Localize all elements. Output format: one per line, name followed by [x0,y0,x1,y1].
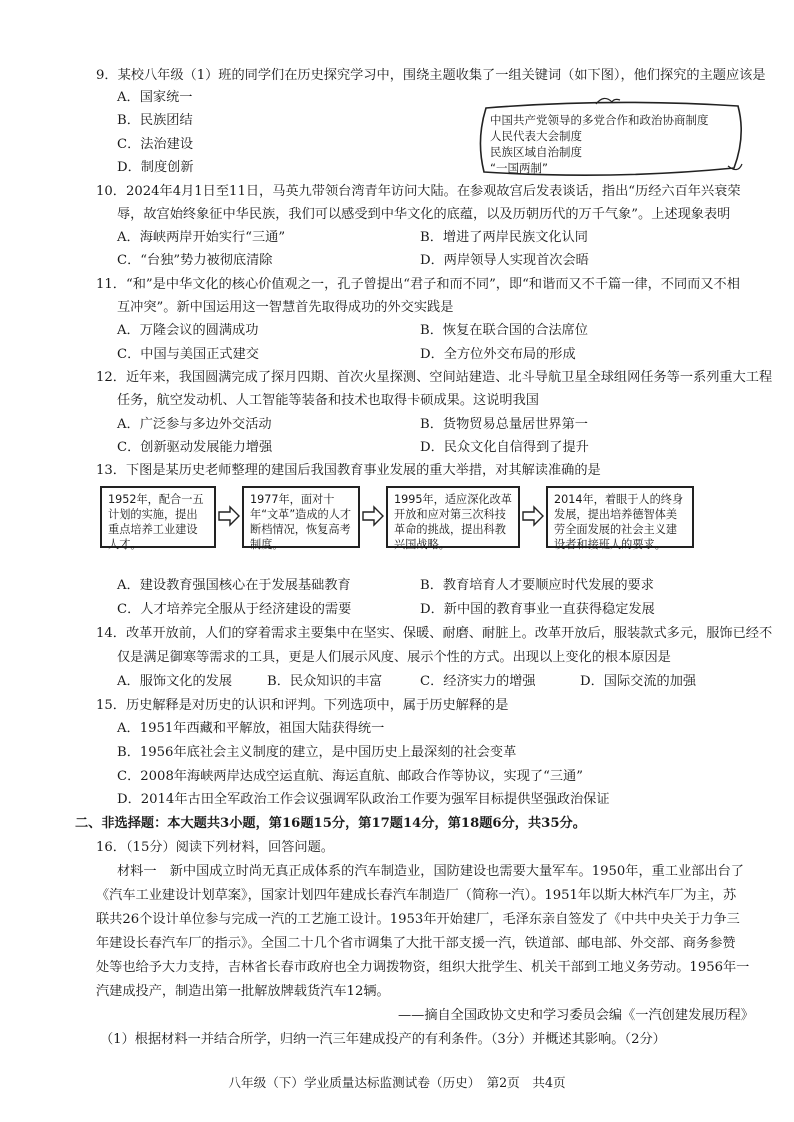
flow-text-1952: 1952年，配合一五计划的实施，提出重点培养工业建设人才。 [108,493,204,551]
q15-option-b: B．1956年底社会主义制度的建立，是中国历史上最深刻的社会变革 [117,745,517,760]
q14-option-d: D．国际交流的加强 [580,674,697,689]
q9-option-d: D．制度创新 [117,160,194,175]
q10-option-d: D．两岸领导人实现首次会晤 [420,253,589,268]
q13-option-d: D．新中国的教育事业一直获得稳定发展 [420,602,655,617]
q9-keyword-3: 民族区域自治制度 [490,145,582,159]
q11-stem-line1: 11．“和”是中华文化的核心价值观之一，孔子曾提出“君子和而不同”，即“和谐而又不千篇一律，不同而又不相 [96,277,740,292]
q14-option-b: B．民众知识的丰富 [267,674,383,689]
q12-stem-line1: 12．近年来，我国圆满完成了探月四期、首次火星探测、空间站建造、北斗导航卫星全球组网任务等一系列重大工程 [96,370,773,385]
q9-option-a: A．国家统一 [117,90,193,105]
q16-material-line3: 联共26个设计单位参与完成一汽的工艺施工设计。1953年开始建厂，毛泽东亲自签发了《中共中央关于力争三 [96,912,740,927]
flow-text-1977: 1977年，面对十年“文革”造成的人才断档情况，恢复高考制度。 [250,493,352,551]
q9-keyword-2: 人民代表大会制度 [490,129,582,143]
q9-keyword-scroll [476,96,746,178]
q12-option-c: C．创新驱动发展能力增强 [117,440,273,455]
q15-stem: 15．历史解释是对历史的认识和评判。下列选项中，属于历史解释的是 [96,698,509,713]
q10-stem-line1: 10．2024年4月1日至11日，马英九带领台湾青年访问大陆。在参观故宫后发表谈话，指出“历经六百年兴衰荣 [96,184,741,199]
q13-option-b: B．教育培育人才要顺应时代发展的要求 [420,578,654,593]
q9-keyword-1: 中国共产党领导的多党合作和政治协商制度 [490,113,709,127]
q15-option-d: D．2014年古田全军政治工作会议强调军队政治工作要为强军目标提供坚强政治保证 [117,792,610,807]
q12-option-a: A．广泛参与多边外交活动 [117,417,272,432]
q11-option-c: C．中国与美国正式建交 [117,347,259,362]
q13-option-a: A．建设教育强国核心在于发展基础教育 [117,578,351,593]
q15-option-a: A．1951年西藏和平解放，祖国大陆获得统一 [117,721,385,736]
q16-subquestion-1: （1）根据材料一并结合所学，归纳一汽三年建成投产的有利条件。（3分）并概述其影响。（2分） [100,1032,666,1047]
flow-text-1995: 1995年，适应深化改革开放和应对第三次科技革命的挑战，提出科教兴国战略。 [394,493,512,551]
page-footer: 八年级（下）学业质量达标监测试卷（历史） 第2页 共4页 [228,1075,566,1090]
q15-option-c: C．2008年海峡两岸达成空运直航、海运直航、邮政合作等协议，实现了“三通” [117,769,583,784]
q12-stem-line2: 任务，航空发动机、人工智能等装备和技术也取得卡硕成果。这说明我国 [117,393,539,408]
q11-option-b: B．恢复在联合国的合法席位 [420,323,588,338]
q11-stem-line2: 互冲突”。新中国运用这一智慧首先取得成功的外交实践是 [117,300,454,315]
flow-box-1952 [100,486,216,551]
q16-source: ——摘自全国政协文史和学习委员会编《一汽创建发展历程》 [397,1008,754,1023]
q9-keyword-4: “一国两制” [490,161,548,175]
flow-box-1977 [242,486,360,551]
flow-arrow-1 [218,505,240,527]
q12-option-b: B．货物贸易总量居世界第一 [420,417,588,432]
q9-stem: 9．某校八年级（1）班的同学们在历史探究学习中，围绕主题收集了一组关键词（如下图），他们探究的主题应该是 [96,68,766,83]
flow-text-2014: 2014年，着眼于人的终身发展，提出培养德智体美劳全面发展的社会主义建设者和接班人的要求。 [554,493,684,551]
q14-stem-line2: 仅是满足御寒等需求的工具，更是人们展示风度、展示个性的方式。出现以上变化的根本原因是 [117,650,671,665]
flow-box-1995 [386,486,520,551]
q10-option-b: B．增进了两岸民族文化认同 [420,230,588,245]
q10-option-c: C．“台独”势力被彻底清除 [117,253,273,268]
q12-option-d: D．民众文化自信得到了提升 [420,440,589,455]
q16-material-line1: 材料一 新中国成立时尚无真正成体系的汽车制造业，国防建设也需要大量军车。1950年，重工业部出台了 [117,864,744,879]
q16-stem: 16．（15分）阅读下列材料，回答问题。 [96,840,334,855]
q14-stem-line1: 14．改革开放前，人们的穿着需求主要集中在坚实、保暖、耐磨、耐脏上。改革开放后，服装款式多元，服饰已经不 [96,626,773,641]
q14-option-c: C．经济实力的增强 [420,674,536,689]
q16-material-line2: 《汽车工业建设计划草案》，国家计划四年建成长春汽车制造厂（简称一汽）。1951年以斯大林汽车厂为主，苏 [96,888,737,903]
q14-option-a: A．服饰文化的发展 [117,674,233,689]
q13-option-c: C．人才培养完全服从于经济建设的需要 [117,602,352,617]
q11-option-d: D．全方位外交布局的形成 [420,347,576,362]
q9-option-b: B．民族团结 [117,113,193,128]
q16-material-line5: 处等也给予大力支持，吉林省长春市政府也全力调拨物资，组织大批学生、机关干部到工地义务劳动。1956年一 [96,960,750,975]
section-2-heading: 二、非选择题：本大题共3小题，第16题15分，第17题14分，第18题6分，共35分。 [75,816,586,831]
flow-arrow-2 [362,505,384,527]
q13-stem: 13．下图是某历史老师整理的建国后我国教育事业发展的重大举措，对其解读准确的是 [96,463,601,478]
flow-box-2014 [546,486,694,551]
q9-option-c: C．法治建设 [117,137,194,152]
flow-arrow-3 [522,505,544,527]
q10-stem-line2: 辱，故宫始终象征中华民族，我们可以感受到中华文化的底蕴，以及历朝历代的万千气象”。上述现象表明 [117,207,731,222]
q16-material-line4: 年建设长春汽车厂的指示》。全国二十几个省市调集了大批干部支援一汽，铁道部、邮电部、外交部、商务参赞 [96,936,736,951]
q11-option-a: A．万隆会议的圆满成功 [117,323,259,338]
q16-material-line6: 汽建成投产，制造出第一批解放牌载货汽车12辆。 [96,984,390,999]
q10-option-a: A．海峡两岸开始实行“三通” [117,230,286,245]
